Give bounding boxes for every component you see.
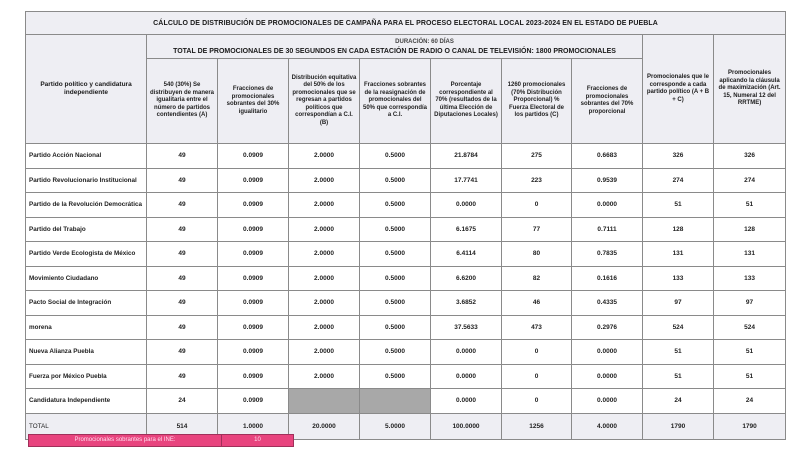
cell-a: 49 bbox=[147, 168, 218, 193]
cell-b: 2.0000 bbox=[289, 193, 360, 218]
cell-b: 2.0000 bbox=[289, 291, 360, 316]
table-row bbox=[26, 291, 786, 316]
cell-total: 524 bbox=[643, 315, 714, 340]
total-max: 1790 bbox=[714, 413, 786, 439]
subtitle-label: TOTAL DE PROMOCIONALES DE 30 SEGUNDOS EN CADA ESTACIÓN DE RADIO O CANAL DE TELEVISIÓN: 1800 PROMOCIONALES bbox=[173, 47, 616, 55]
cell-max: 97 bbox=[714, 291, 786, 316]
cell-frac70: 0.7835 bbox=[572, 242, 643, 267]
cell-b: 2.0000 bbox=[289, 340, 360, 365]
cell-frac70: 0.6683 bbox=[572, 144, 643, 169]
cell-c: 0 bbox=[502, 364, 572, 389]
header-max: Promocionales aplicando la cláusula de maximización (Art. 15, Numeral 12 del RRTME) bbox=[714, 35, 786, 144]
cell-c: 0 bbox=[502, 193, 572, 218]
cell-frac70: 0.0000 bbox=[572, 193, 643, 218]
cell-frac30: 0.0909 bbox=[218, 144, 289, 169]
duration-label: DURACIÓN: 60 DÍAS bbox=[395, 38, 454, 45]
cell-a: 49 bbox=[147, 193, 218, 218]
cell-fracci: 0.5000 bbox=[360, 291, 431, 316]
cell-max: 131 bbox=[714, 242, 786, 267]
total-frac70: 4.0000 bbox=[572, 413, 643, 439]
total-a: 514 bbox=[147, 413, 218, 439]
cell-fracci: 0.5000 bbox=[360, 315, 431, 340]
cell-a: 49 bbox=[147, 364, 218, 389]
party-name: Fuerza por México Puebla bbox=[26, 364, 147, 389]
party-name: Pacto Social de Integración bbox=[26, 291, 147, 316]
cell-pct: 6.4114 bbox=[431, 242, 502, 267]
cell-c: 473 bbox=[502, 315, 572, 340]
table-row bbox=[26, 389, 786, 414]
cell-pct: 6.6200 bbox=[431, 266, 502, 291]
cell-frac70: 0.7111 bbox=[572, 217, 643, 242]
cell-total: 326 bbox=[643, 144, 714, 169]
cell-fracci: 0.5000 bbox=[360, 242, 431, 267]
cell-total: 133 bbox=[643, 266, 714, 291]
table-row bbox=[26, 217, 786, 242]
cell-pct: 3.6852 bbox=[431, 291, 502, 316]
cell-c: 77 bbox=[502, 217, 572, 242]
header-party: Partido político y candidatura independiente bbox=[26, 35, 147, 144]
cell-total: 128 bbox=[643, 217, 714, 242]
cell-frac30: 0.0909 bbox=[218, 242, 289, 267]
cell-frac30: 0.0909 bbox=[218, 193, 289, 218]
cell-pct: 37.5633 bbox=[431, 315, 502, 340]
cell-total: 24 bbox=[643, 389, 714, 414]
cell-frac30: 0.0909 bbox=[218, 315, 289, 340]
cell-b: 2.0000 bbox=[289, 364, 360, 389]
cell-c: 0 bbox=[502, 340, 572, 365]
cell-max: 51 bbox=[714, 340, 786, 365]
cell-max: 326 bbox=[714, 144, 786, 169]
cell-a: 49 bbox=[147, 242, 218, 267]
cell-max: 128 bbox=[714, 217, 786, 242]
cell-max: 524 bbox=[714, 315, 786, 340]
cell-b: 2.0000 bbox=[289, 242, 360, 267]
party-name: Partido Acción Nacional bbox=[26, 144, 147, 169]
cell-a: 49 bbox=[147, 315, 218, 340]
cell-pct: 0.0000 bbox=[431, 193, 502, 218]
cell-max: 24 bbox=[714, 389, 786, 414]
cell-b-disabled bbox=[289, 389, 360, 414]
total-fracci: 5.0000 bbox=[360, 413, 431, 439]
cell-b: 2.0000 bbox=[289, 144, 360, 169]
cell-frac30: 0.0909 bbox=[218, 340, 289, 365]
cell-max: 274 bbox=[714, 168, 786, 193]
cell-max: 51 bbox=[714, 193, 786, 218]
cell-pct: 17.7741 bbox=[431, 168, 502, 193]
cell-pct: 0.0000 bbox=[431, 364, 502, 389]
cell-c: 223 bbox=[502, 168, 572, 193]
cell-pct: 0.0000 bbox=[431, 389, 502, 414]
cell-fracci: 0.5000 bbox=[360, 193, 431, 218]
cell-a: 49 bbox=[147, 144, 218, 169]
header-a: 540 (30%) Se distribuyen de manera igualitaria entre el número de partidos contendientes (A) bbox=[147, 59, 218, 144]
cell-frac70: 0.9539 bbox=[572, 168, 643, 193]
header-frac70: Fracciones de promocionales sobrantes del 70% proporcional bbox=[572, 59, 643, 144]
cell-c: 0 bbox=[502, 389, 572, 414]
cell-fracci: 0.5000 bbox=[360, 144, 431, 169]
header-frac30: Fracciones de promocionales sobrantes del 30% igualitario bbox=[218, 59, 289, 144]
cell-frac30: 0.0909 bbox=[218, 168, 289, 193]
header-b: Distribución equitativa del 50% de los promocionales que se regresan a partidos políticos que correspondían a C.I. (B) bbox=[289, 59, 360, 144]
cell-a: 49 bbox=[147, 291, 218, 316]
cell-pct: 21.8784 bbox=[431, 144, 502, 169]
table-row bbox=[26, 168, 786, 193]
cell-frac70: 0.0000 bbox=[572, 389, 643, 414]
table-row bbox=[26, 242, 786, 267]
header-pct: Porcentaje correspondiente al 70% (resultados de la última Elección de Diputaciones Locales) bbox=[431, 59, 502, 144]
party-name: Movimiento Ciudadano bbox=[26, 266, 147, 291]
table-row bbox=[26, 364, 786, 389]
cell-frac70: 0.4335 bbox=[572, 291, 643, 316]
table-row bbox=[26, 144, 786, 169]
cell-b: 2.0000 bbox=[289, 217, 360, 242]
party-name: Partido Revolucionario Institucional bbox=[26, 168, 147, 193]
cell-total: 274 bbox=[643, 168, 714, 193]
cell-max: 133 bbox=[714, 266, 786, 291]
cell-a: 49 bbox=[147, 340, 218, 365]
cell-fracci-disabled bbox=[360, 389, 431, 414]
party-name: Nueva Alianza Puebla bbox=[26, 340, 147, 365]
cell-a: 49 bbox=[147, 217, 218, 242]
cell-fracci: 0.5000 bbox=[360, 364, 431, 389]
ine-leftover-label: Promocionales sobrantes para el INE: bbox=[29, 435, 222, 446]
party-name: morena bbox=[26, 315, 147, 340]
cell-max: 51 bbox=[714, 364, 786, 389]
cell-frac70: 0.2976 bbox=[572, 315, 643, 340]
cell-c: 275 bbox=[502, 144, 572, 169]
cell-frac30: 0.0909 bbox=[218, 389, 289, 414]
ine-leftover-value: 10 bbox=[254, 437, 261, 443]
distribution-table bbox=[25, 11, 786, 440]
table-row bbox=[26, 315, 786, 340]
cell-c: 46 bbox=[502, 291, 572, 316]
cell-frac30: 0.0909 bbox=[218, 364, 289, 389]
header-total: Promocionales que le corresponde a cada partido político (A + B + C) bbox=[643, 35, 714, 144]
cell-a: 49 bbox=[147, 266, 218, 291]
cell-c: 80 bbox=[502, 242, 572, 267]
total-b: 20.0000 bbox=[289, 413, 360, 439]
total-frac30: 1.0000 bbox=[218, 413, 289, 439]
party-name: Partido Verde Ecologista de México bbox=[26, 242, 147, 267]
cell-frac70: 0.0000 bbox=[572, 340, 643, 365]
table-title: CÁLCULO DE DISTRIBUCIÓN DE PROMOCIONALES DE CAMPAÑA PARA EL PROCESO ELECTORAL LOCAL 2023-2024 EN EL ESTADO DE PUEBLA bbox=[26, 12, 786, 35]
party-name: Candidatura Independiente bbox=[26, 389, 147, 414]
cell-fracci: 0.5000 bbox=[360, 340, 431, 365]
cell-pct: 6.1675 bbox=[431, 217, 502, 242]
cell-a: 24 bbox=[147, 389, 218, 414]
header-c: 1260 promocionales (70% Distribución Proporcional) % Fuerza Electoral de los partidos (C) bbox=[502, 59, 572, 144]
cell-fracci: 0.5000 bbox=[360, 168, 431, 193]
distribution-table-sheet bbox=[25, 11, 785, 440]
party-name: Partido del Trabajo bbox=[26, 217, 147, 242]
cell-b: 2.0000 bbox=[289, 168, 360, 193]
cell-b: 2.0000 bbox=[289, 266, 360, 291]
cell-fracci: 0.5000 bbox=[360, 266, 431, 291]
cell-frac30: 0.0909 bbox=[218, 291, 289, 316]
table-row bbox=[26, 266, 786, 291]
header-total-promos bbox=[147, 35, 643, 59]
cell-total: 97 bbox=[643, 291, 714, 316]
total-pct: 100.0000 bbox=[431, 413, 502, 439]
totals-label: TOTAL bbox=[26, 413, 147, 439]
cell-frac30: 0.0909 bbox=[218, 266, 289, 291]
table-row bbox=[26, 340, 786, 365]
cell-total: 51 bbox=[643, 364, 714, 389]
table-row bbox=[26, 193, 786, 218]
header-fracci: Fracciones sobrantes de la reasignación de promocionales del 50% que correspondía a C.I. bbox=[360, 59, 431, 144]
cell-fracci: 0.5000 bbox=[360, 217, 431, 242]
party-name: Partido de la Revolución Democrática bbox=[26, 193, 147, 218]
cell-frac30: 0.0909 bbox=[218, 217, 289, 242]
cell-total: 131 bbox=[643, 242, 714, 267]
cell-frac70: 0.1616 bbox=[572, 266, 643, 291]
cell-total: 51 bbox=[643, 340, 714, 365]
total-c: 1256 bbox=[502, 413, 572, 439]
cell-total: 51 bbox=[643, 193, 714, 218]
cell-frac70: 0.0000 bbox=[572, 364, 643, 389]
cell-pct: 0.0000 bbox=[431, 340, 502, 365]
total-total: 1790 bbox=[643, 413, 714, 439]
cell-c: 82 bbox=[502, 266, 572, 291]
ine-leftover-box bbox=[28, 434, 294, 447]
cell-b: 2.0000 bbox=[289, 315, 360, 340]
